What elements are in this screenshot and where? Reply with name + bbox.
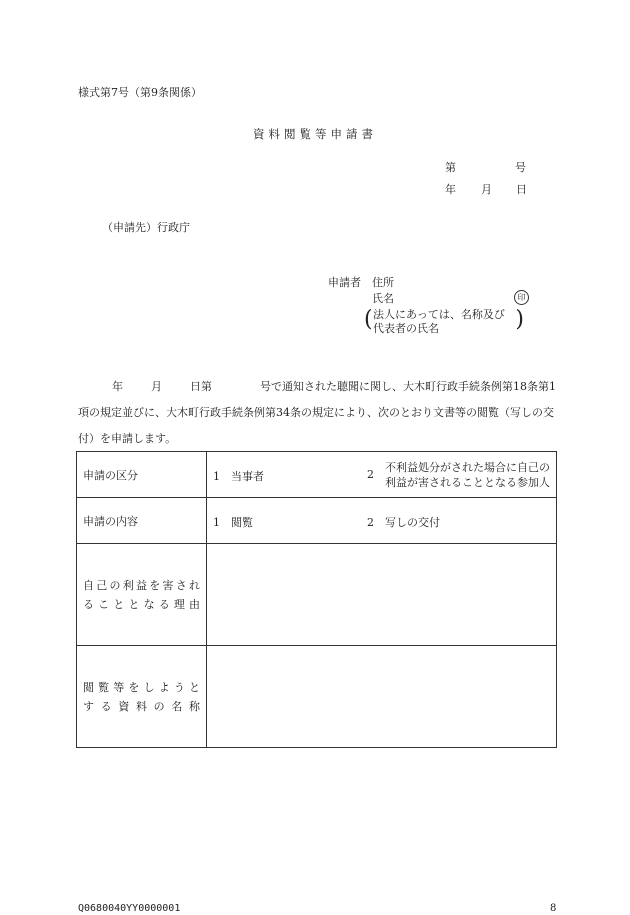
seal-mark-icon: 印	[514, 290, 529, 305]
right-bracket: )	[515, 307, 524, 332]
body-text: 号で通知された聴聞に関し、大木町行政手続条例第18条第1項の規定並びに、大木町行政手続条例第34条の規定により、次のとおり文書等の閲覧（写しの交付）を申請します。	[78, 380, 556, 445]
reason-value	[207, 544, 557, 646]
application-table	[76, 451, 557, 748]
category-option-1: 1 当事者	[213, 470, 264, 483]
body-month: 月	[151, 380, 162, 393]
category-value	[207, 452, 557, 498]
document-code: Q0680040YY0000001	[78, 903, 181, 914]
page-number: 8	[550, 903, 557, 914]
materials-value	[207, 646, 557, 748]
category-option-2-text: 不利益処分がされた場合に自己の 利益が害されることとなる参加人	[385, 461, 550, 489]
corporate-note	[364, 306, 524, 334]
applicant-label: 申請者	[328, 276, 361, 289]
reason-label: 自己の利益を害され ることとなる理由	[77, 544, 207, 646]
table-row-reason	[77, 544, 557, 646]
materials-label: 閲覧等をしようと する資料の名称	[77, 646, 207, 748]
address-label: 住所	[372, 276, 394, 289]
content-label: 申請の内容	[77, 498, 207, 544]
body-day-no: 日第	[190, 380, 212, 393]
number-suffix: 号	[515, 161, 526, 174]
date-year: 年	[445, 183, 456, 196]
corp-note-line1: 法人にあっては、名称及び	[373, 308, 505, 321]
destination: （申請先）行政庁	[102, 221, 190, 234]
name-label: 氏名	[372, 292, 394, 305]
left-bracket: (	[364, 307, 373, 332]
content-value	[207, 498, 557, 544]
content-option-1: 1 閲覧	[213, 516, 253, 529]
category-option-2-number: 2	[367, 468, 374, 481]
application-statement	[78, 374, 558, 452]
corp-note-line2: 代表者の氏名	[373, 322, 439, 335]
date-month: 月	[481, 183, 492, 196]
form-number: 様式第7号（第9条関係）	[78, 86, 202, 99]
number-prefix: 第	[445, 161, 456, 174]
table-row-content	[77, 498, 557, 544]
table-row-category	[77, 452, 557, 498]
content-option-2: 2 写しの交付	[367, 516, 440, 529]
document-title: 資料閲覧等申請書	[253, 127, 377, 141]
table-row-materials	[77, 646, 557, 748]
date-day: 日	[516, 183, 527, 196]
body-year: 年	[112, 380, 123, 393]
category-label: 申請の区分	[77, 452, 207, 498]
